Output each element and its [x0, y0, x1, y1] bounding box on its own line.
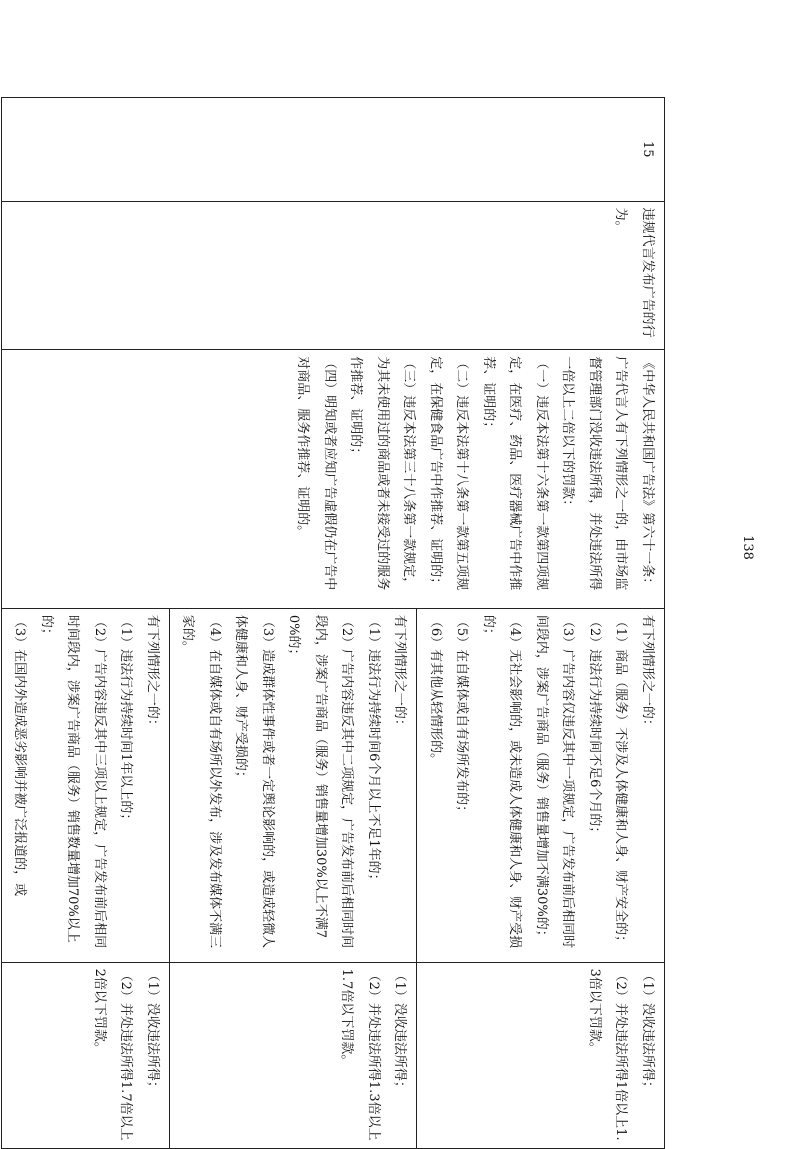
- circumstance-line: （3）在国内外造成恶劣影响并被广泛报道的，或: [12, 614, 28, 897]
- circumstance-line: （2）违法行为持续时间不足6个月的；: [587, 614, 602, 840]
- penalty-line: （1）没收违法所得；: [145, 968, 160, 1094]
- row-number: 15: [2, 98, 665, 202]
- circumstance-line: 有下列情形之一的：: [145, 614, 160, 732]
- circumstance-line: （5）在自媒体或自有场所发布的；: [454, 614, 470, 819]
- penalty-cell-medium: [170, 962, 418, 1148]
- penalty-cell-heavy: [2, 962, 170, 1148]
- penalty-line: （2）并处违法所得1.3倍以上1.7倍以下罚款。: [339, 968, 381, 1141]
- penalty-line: （1）没收违法所得；: [640, 968, 655, 1094]
- legal-basis-cell: [2, 350, 665, 609]
- penalty-line: （2）并处违法所得1倍以上1.3倍以下罚款。: [587, 968, 629, 1141]
- circumstances-cell-heavy: [2, 608, 170, 962]
- circumstances-cell-medium: [170, 608, 418, 962]
- legal-basis-line: 《中华人民共和国广告法》第六十一条：广告代言人有下列情形之一的，由市场监督管理部门没收违法所得，并处违法所得一倍以上二倍以下的罚款：: [560, 356, 655, 591]
- circumstance-line: （4）无社会影响的，或未造成人体健康和人身、财产受损的；: [481, 614, 523, 949]
- rotated-table-container: [12, 97, 665, 1149]
- circumstances-cell-light: [417, 608, 665, 962]
- circumstance-line: （2）广告内容违反其中三项以上规定，广告发布前后相同时间段内，涉案广告商品（服务）销售数量增加70%以上的；: [39, 614, 107, 949]
- page-number: 138: [739, 535, 755, 560]
- penalty-line: （2）并处违法所得1.7倍以上2倍以下罚款。: [92, 968, 134, 1141]
- circumstance-line: （6）有其他从轻情形的。: [428, 614, 443, 767]
- table-row: [417, 98, 665, 1149]
- legal-basis-line: （四）明知或者应知广告虚假仍在广告中对商品、服务作推荐、证明的。: [295, 356, 337, 591]
- penalty-cell-light: [417, 962, 665, 1148]
- circumstance-line: （3）造成群体性事件或者一定舆论影响的，或造成轻微人体健康和人身、财产受损的；: [233, 614, 275, 949]
- penalty-line: （1）没收违法所得；: [392, 968, 408, 1094]
- circumstance-line: （4）在自媒体或自有场所以外发布，涉及发布媒体不满三家的。: [180, 614, 222, 949]
- circumstance-line: 有下列情形之一的：: [392, 614, 408, 732]
- circumstance-line: （3）广告内容仅违反其中一项规定，广告发布前后相同时间段内，涉案广告商品（服务）销售量增加不满30%的；: [534, 614, 576, 949]
- penalty-table: [1, 97, 665, 1149]
- circumstance-line: 有下列情形之一的：: [640, 614, 655, 732]
- legal-basis-line: （一）违反本法第十六条第一款第四项规定，在医疗、药品、医疗器械广告中作推荐、证明的；: [481, 356, 549, 591]
- circumstance-line: （2）广告内容违反其中二项规定，广告发布前后相同时间段内，涉案广告商品（服务）销售量增加30%以上不满70%的；: [286, 614, 355, 949]
- circumstance-line: （1）违法行为持续时间6个月以上不足1年的；: [366, 614, 381, 887]
- circumstance-line: （1）违法行为持续时间1年以上的；: [118, 614, 134, 827]
- legal-basis-line: （三）违反本法第三十八条第一款规定，为其未使用过的商品或者未接受过的服务作推荐、证明的；: [348, 356, 417, 591]
- circumstance-line: （1）商品（服务）不涉及人体健康和人身、财产安全的；: [613, 614, 629, 949]
- violation-cell: 违规代言发布广告的行为。: [2, 201, 665, 350]
- legal-basis-line: （二）违反本法第十八条第一款第五项规定，在保健食品广告中作推荐、证明的；: [428, 356, 470, 591]
